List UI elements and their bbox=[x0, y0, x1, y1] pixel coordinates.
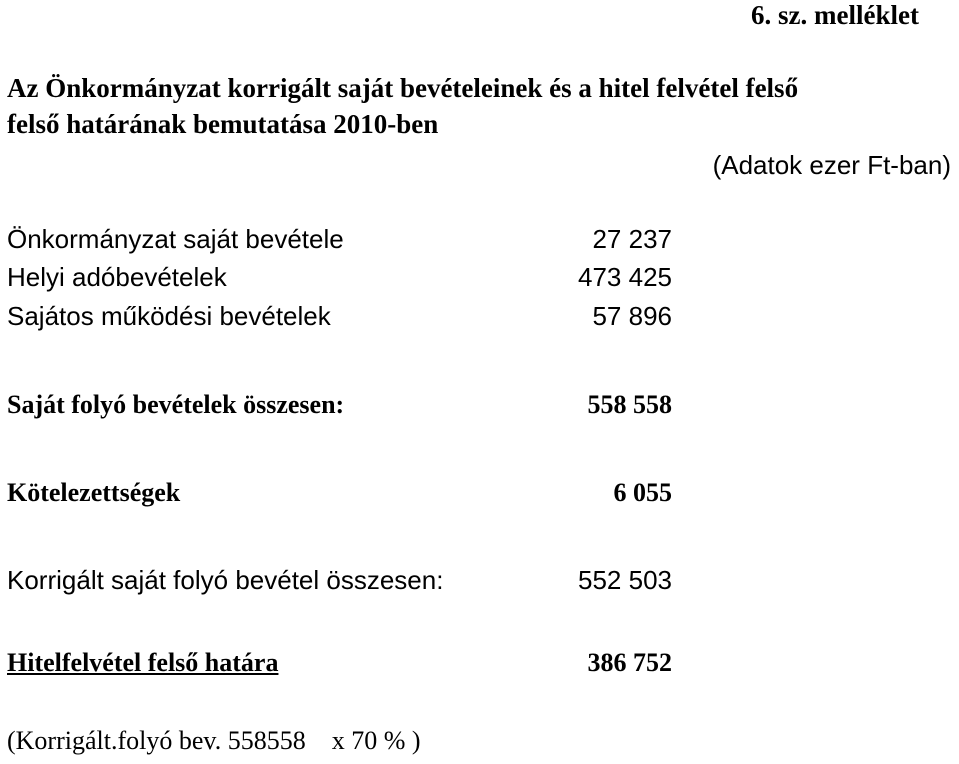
row-corrected-revenue-total bbox=[7, 565, 672, 596]
calculation-footnote bbox=[7, 726, 421, 756]
row-label: Hitelfelvétel felső határa bbox=[7, 648, 279, 677]
row-current-revenue-total bbox=[7, 390, 672, 420]
row-borrowing-limit bbox=[7, 648, 672, 678]
row-value: 558 558 bbox=[587, 390, 672, 419]
row-obligations bbox=[7, 478, 672, 508]
unit-note: (Adatok ezer Ft-ban) bbox=[712, 150, 951, 180]
row-label: Korrigált saját folyó bevétel összesen: bbox=[7, 565, 444, 595]
row-specific-operating-revenue bbox=[7, 301, 672, 332]
row-value: 386 752 bbox=[587, 648, 672, 677]
row-label: Önkormányzat saját bevétele bbox=[7, 224, 344, 254]
row-label: Helyi adóbevételek bbox=[7, 262, 227, 292]
row-value: 6 055 bbox=[613, 478, 672, 507]
row-value: 57 896 bbox=[592, 301, 672, 331]
row-own-revenue bbox=[7, 224, 672, 255]
row-value: 473 425 bbox=[578, 262, 672, 292]
document-title-line-1: Az Önkormányzat korrigált saját bevételeinek és a hitel felvétel felső bbox=[7, 73, 799, 103]
row-label: Sajátos működési bevételek bbox=[7, 301, 331, 331]
row-value: 27 237 bbox=[592, 224, 672, 254]
row-local-tax-revenue bbox=[7, 262, 672, 293]
annex-label: 6. sz. melléklet bbox=[751, 0, 919, 30]
footnote-text: (Korrigált.folyó bev. 558558 x 70 % ) bbox=[7, 726, 421, 755]
document-title-line-2: felső határának bemutatása 2010-ben bbox=[7, 109, 439, 139]
row-label: Saját folyó bevételek összesen: bbox=[7, 390, 345, 419]
row-value: 552 503 bbox=[578, 565, 672, 595]
row-label: Kötelezettségek bbox=[7, 478, 181, 507]
